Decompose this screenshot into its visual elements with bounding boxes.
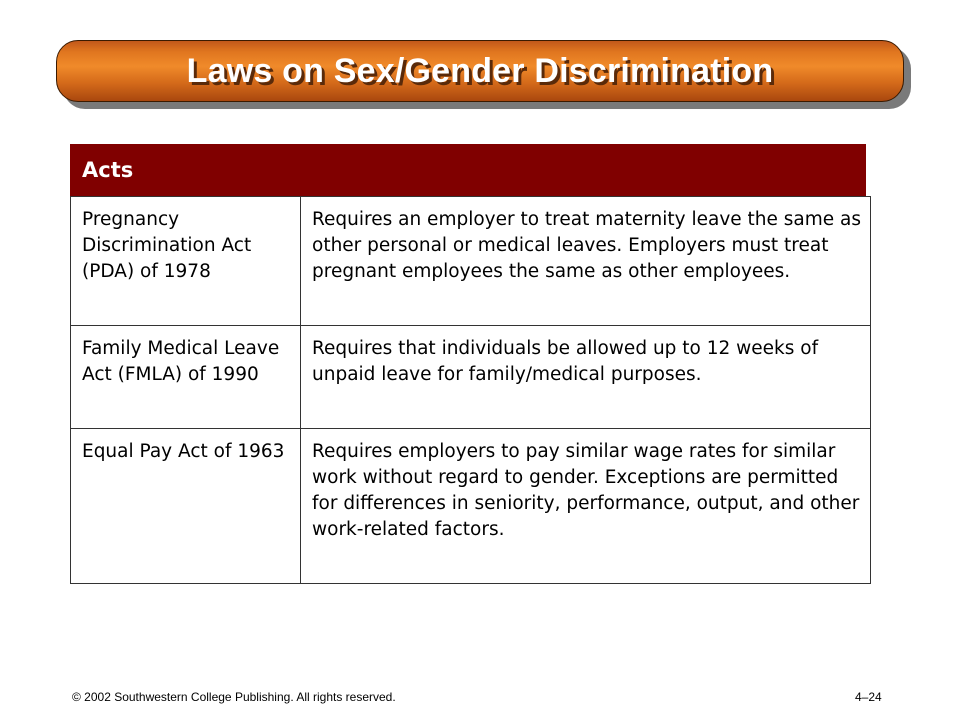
act-name-cell: Family Medical Leave Act (FMLA) of 1990 [71, 326, 301, 429]
table-header [70, 144, 866, 196]
act-name-cell: Pregnancy Discrimination Act (PDA) of 1978 [71, 197, 301, 326]
table-header-label: Acts [82, 158, 134, 182]
footer-page-number: 4–24 [855, 690, 882, 704]
slide-title: Laws on Sex/Gender Discrimination [186, 51, 774, 90]
table-row [71, 429, 871, 584]
footer-copyright: © 2002 Southwestern College Publishing. All rights reserved. [72, 690, 396, 704]
act-description-cell: Requires an employer to treat maternity leave the same as other personal or medical leaves. Employers must treat pregnant employees the same as other employees. [301, 197, 871, 326]
act-description-cell: Requires employers to pay similar wage rates for similar work without regard to gender. Exceptions are permitted for differences in seniority, performance, output, and other work-related factors. [301, 429, 871, 584]
table-row [71, 197, 871, 326]
table-row [71, 326, 871, 429]
title-bar [56, 40, 904, 102]
acts-table [70, 196, 871, 584]
act-name-cell: Equal Pay Act of 1963 [71, 429, 301, 584]
act-description-cell: Requires that individuals be allowed up to 12 weeks of unpaid leave for family/medical purposes. [301, 326, 871, 429]
